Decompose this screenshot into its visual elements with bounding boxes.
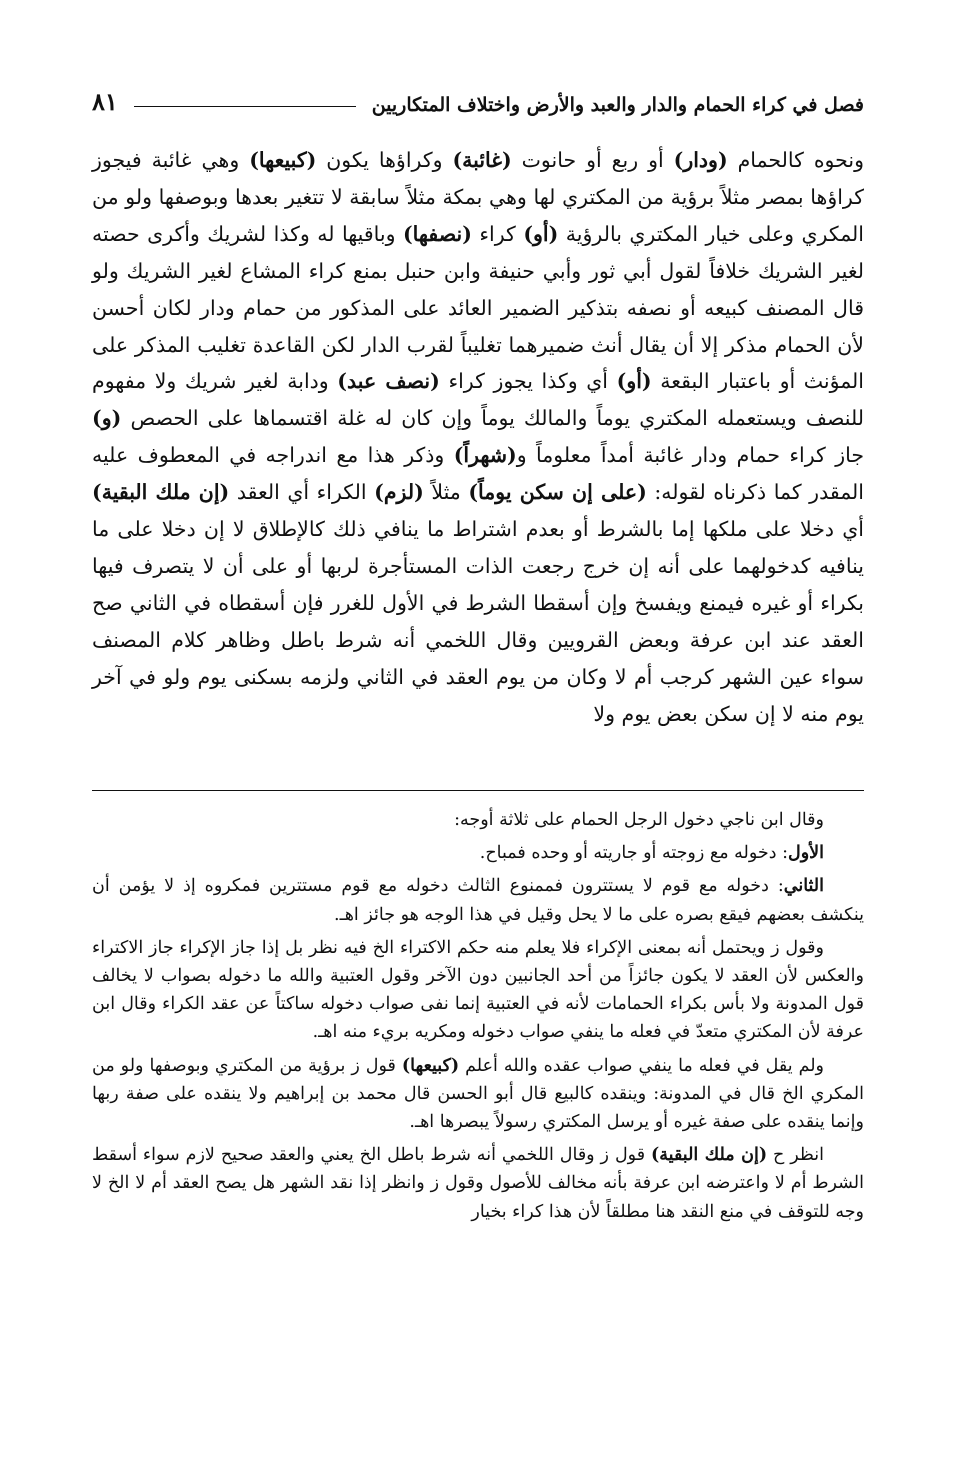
footnote-rule bbox=[92, 790, 864, 791]
bold-term: (نصفها) bbox=[402, 221, 472, 246]
text-run: : دخوله مع زوجته أو جاريته أو وحده فمباح. bbox=[479, 843, 788, 864]
bold-term: (أو) bbox=[523, 221, 559, 246]
bold-term: (ودار) bbox=[673, 148, 728, 172]
main-text bbox=[92, 142, 864, 733]
text-run: قول ز وقال اللخمي أنه شرط باطل الخ يعني والعقد صحيح لازم سواء أسقط الشرط أم لا واعترضه ابن عرفة بأنه مخالف للأصول وقول ز وانظر إذا نقد الشهر هل يصح العقد أم لا الخ لا وجه للتوقف في منع النقد هنا مطلقاً لأن هذا كراء بخيار bbox=[92, 1145, 864, 1222]
text-run: جاز كراء حمام ودار غائبة أمداً معلوماً و bbox=[516, 443, 865, 468]
text-run: وباقيها له وكذا لشريك وأكرى حصته لغير الشريك خلافاً لقول أبي ثور وأبي حنيفة وابن حنبل بمنع كراء المشاع لغير الشريك ولو قال المصنف كبيعه أو نصفه بتذكير الضمير العائد على المذكور من حمام ودار لكان أحسن لأن الحمام مذكر إلا أن يقال أنث ضميرهما تغليباً لقرب الدار لكن القاعدة تغليب المذكر على المؤنث أو باعتبار البقعة bbox=[92, 221, 864, 394]
bold-term: (أو) bbox=[616, 369, 652, 394]
page-number: ٨١ bbox=[92, 87, 118, 116]
text-run: وقول ز ويحتمل أنه بمعنى الإكراء فلا يعلم منه حكم الاكتراء الخ فيه نظر بل إذا جاز الإكراء جاز الاكتراء والعكس لأن العقد لا يكون جائزاً من أحد الجانبين دون الآخر وقول العتبية والله ما دخوله بصواب لا يخالف قول المدونة ولا بأس بكراء الحمامات لأنه في العتبية إنما نفى صواب دخوله ساكتاً عن عقد الكراء وقال ابن عرفة لأن المكتري متعدّ في فعله ما ينفي صواب دخوله ومكريه بريء منه اهـ. bbox=[92, 937, 864, 1043]
bold-term: (كبيعها) bbox=[401, 1055, 460, 1076]
footnotes bbox=[92, 806, 864, 1231]
text-run: ونحوه كالحمام bbox=[727, 148, 864, 172]
text-run: وذكر هذا مع اندراجه في المعطوف عليه المقدر كما ذكرناه لقوله: bbox=[92, 443, 864, 505]
running-title: فصل في كراء الحمام والدار والعبد والأرض واختلاف المتكاريين bbox=[371, 94, 864, 116]
text-run: : دخوله مع قوم لا يستترون فممنوع الثالث دخوله مع قوم مستترين فمكروه إذ لا يؤمن أن ينكشف بعضهم فيقع بصره على ما لا يحل وقيل في هذا الوجه هو جائز اهـ. bbox=[92, 876, 864, 925]
footnote-paragraph bbox=[92, 1141, 864, 1226]
bold-term: (على إن سكن يوماً) bbox=[468, 480, 647, 505]
bold-term: (و) bbox=[92, 406, 122, 431]
text-run: ولم يقل في فعله ما ينفي صواب عقده والله أعلم bbox=[459, 1055, 824, 1076]
footnote-paragraph bbox=[92, 839, 864, 867]
text-run: أو ربع أو حانوت bbox=[511, 148, 674, 172]
text-run: ودابة لغير شريك ولا مفهوم للنصف ويستعمله المكتري يوماً والمالك يوماً وإن كان له غلة اقتسماها على الحصص bbox=[92, 369, 864, 431]
footnote-paragraph bbox=[92, 872, 864, 928]
running-header bbox=[92, 80, 864, 116]
text-run: مثلاً bbox=[423, 480, 469, 505]
text-run: قول ز برؤية من المكتري وبوصفها ولو من المكري الخ قال في المدونة: وينقده كالبيع قال أبو الحسن قال محمد بن إبراهيم ولا ينقده على صفة ربها وإنما ينقده على صفة غيره أو يرسل المكتري رسولاً يبصرها اهـ. bbox=[92, 1055, 864, 1133]
footnote-paragraph bbox=[92, 934, 864, 1047]
bold-term: (إن ملك البقية) bbox=[651, 1145, 768, 1166]
text-run: انظر ح bbox=[767, 1145, 825, 1166]
footnote-paragraph bbox=[92, 806, 864, 834]
bold-term: الأول bbox=[787, 843, 824, 864]
bold-term: (شهراً) bbox=[453, 443, 517, 468]
bold-term: (إن ملك البقية) bbox=[92, 480, 230, 505]
bold-term: (نصف عبد) bbox=[337, 369, 440, 394]
main-paragraph bbox=[92, 142, 864, 733]
text-run: الكراء أي العقد bbox=[229, 480, 375, 505]
text-run: أي دخلا على ملكها إما بالشرط أو بعدم اشتراط ما ينافي ذلك كالإطلاق لا إن دخلا على ما ينافيه كدخولهما على أنه إن خرج رجعت الذات المستأجرة لربها أو على أن لا يتصرف فيها بكراء أو غيره فيمنع ويفسخ وإن أسقطا الشرط في الأول للغرر فإن أسقطاه في الثاني صح العقد عند ابن عرفة وبعض القرويين وقال اللخمي أنه شرط باطل وظاهر كلام المصنف سواء عين الشهر كرجب أم لا وكان من يوم العقد في الثاني ولزمه بسكنى يوم ولو في آخر يوم منه لا إن سكن بعض يوم ولا bbox=[92, 517, 864, 726]
bold-term: (غائبة) bbox=[452, 148, 512, 172]
bold-term: (لزم) bbox=[374, 480, 424, 505]
text-run: وقال ابن ناجي دخول الرجل الحمام على ثلاثة أوجه: bbox=[454, 810, 824, 830]
text-run: وكراؤها يكون bbox=[316, 148, 453, 172]
footnote-paragraph bbox=[92, 1052, 864, 1137]
text-run: أي وكذا يجوز كراء bbox=[439, 369, 617, 394]
header-rule bbox=[134, 106, 356, 107]
bold-term: (كبيعها) bbox=[249, 148, 317, 172]
text-run: كراء bbox=[471, 221, 524, 246]
text-run: وهي غائبة فيجوز كراؤها بمصر مثلاً برؤية من المكتري لها وهي بمكة مثلاً سابقة لا تتغير بعدها وبوصفها ولو من المكري وعلى خيار المكتري بالرؤية bbox=[92, 148, 864, 246]
bold-term: الثاني bbox=[783, 876, 824, 897]
